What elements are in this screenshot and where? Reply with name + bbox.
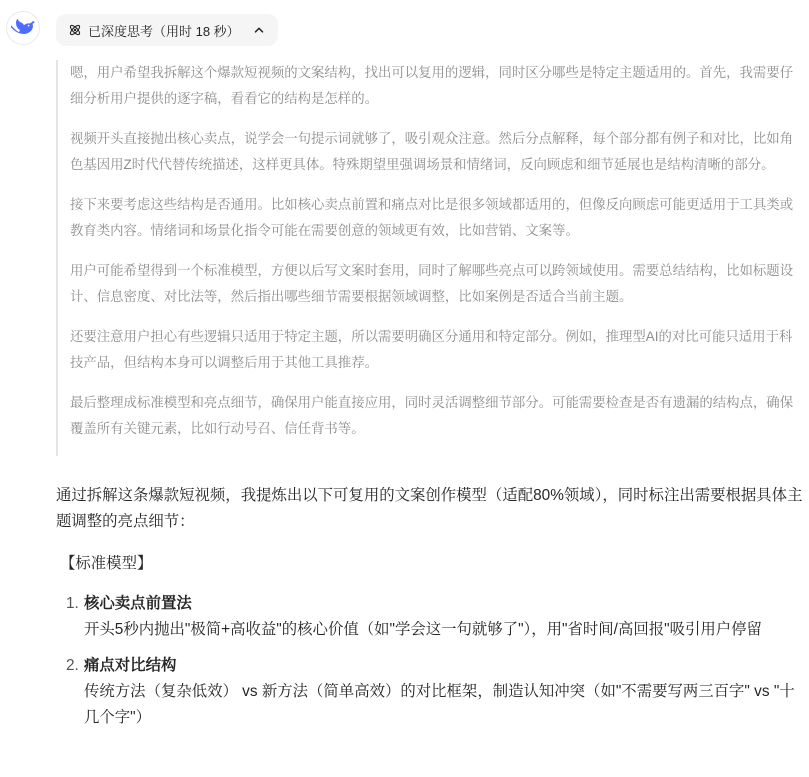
thinking-paragraph: 嗯，用户希望我拆解这个爆款短视频的文案结构，找出可以复用的逻辑，同时区分哪些是特定主题适用的。首先，我需要仔细分析用户提供的逐字稿，看看它的结构是怎样的。 xyxy=(70,65,794,106)
atom-icon xyxy=(68,23,82,37)
thinking-paragraph: 最后整理成标准模型和亮点细节，确保用户能直接应用，同时灵活调整细节部分。可能需要检查是否有遗漏的结构点，确保覆盖所有关键元素，比如行动号召、信任背书等。 xyxy=(70,395,794,436)
list-item xyxy=(56,591,804,643)
list-item-description: 开头5秒内抛出"极简+高收益"的核心价值（如"学会这一句就够了"），用"省时间/高回报"吸引用户停留 xyxy=(84,621,762,638)
thinking-content xyxy=(56,60,800,456)
list-item-description: 传统方法（复杂低效） vs 新方法（简单高效）的对比框架，制造认知冲突（如"不需要写两三百字" vs "十几个字"） xyxy=(84,683,795,726)
list-item-title: 核心卖点前置法 xyxy=(84,595,192,612)
model-list xyxy=(56,591,804,731)
chevron-up-icon xyxy=(254,25,264,35)
list-number: 2. xyxy=(66,657,79,674)
list-item xyxy=(56,653,804,731)
thinking-toggle-button[interactable] xyxy=(56,14,278,46)
thinking-toggle-label: 已深度思考（用时 18 秒） xyxy=(88,23,240,39)
answer-intro: 通过拆解这条爆款短视频，我提炼出以下可复用的文案创作模型（适配80%领域），同时标注出需要根据具体主题调整的亮点细节： xyxy=(56,487,803,530)
section-heading: 【标准模型】 xyxy=(60,555,153,572)
thinking-paragraph: 用户可能希望得到一个标准模型，方便以后写文案时套用，同时了解哪些亮点可以跨领域使用。需要总结结构，比如标题设计、信息密度、对比法等，然后指出哪些细节需要根据领域调整，比如案例是否适合当前主题。 xyxy=(70,263,794,304)
assistant-avatar xyxy=(6,11,40,45)
thinking-paragraph: 接下来要考虑这些结构是否通用。比如核心卖点前置和痛点对比是很多领域都适用的，但像反向顾虑可能更适用于工具类或教育类内容。情绪词和场景化指令可能在需要创意的领域更有效，比如营销、文案等。 xyxy=(70,197,794,238)
thinking-paragraph: 还要注意用户担心有些逻辑只适用于特定主题，所以需要明确区分通用和特定部分。例如，推理型AI的对比可能只适用于科技产品，但结构本身可以调整后用于其他工具推荐。 xyxy=(70,329,793,370)
list-number: 1. xyxy=(66,595,79,612)
deepseek-whale-icon xyxy=(11,18,35,38)
answer-content xyxy=(56,483,804,741)
list-item-title: 痛点对比结构 xyxy=(84,657,177,674)
thinking-paragraph: 视频开头直接抛出核心卖点，说学会一句提示词就够了，吸引观众注意。然后分点解释，每个部分都有例子和对比，比如角色基因用Z时代代替传统描述，这样更具体。特殊期望里强调场景和情绪词，反向顾虑和细节延展也是结构清晰的部分。 xyxy=(70,131,794,172)
